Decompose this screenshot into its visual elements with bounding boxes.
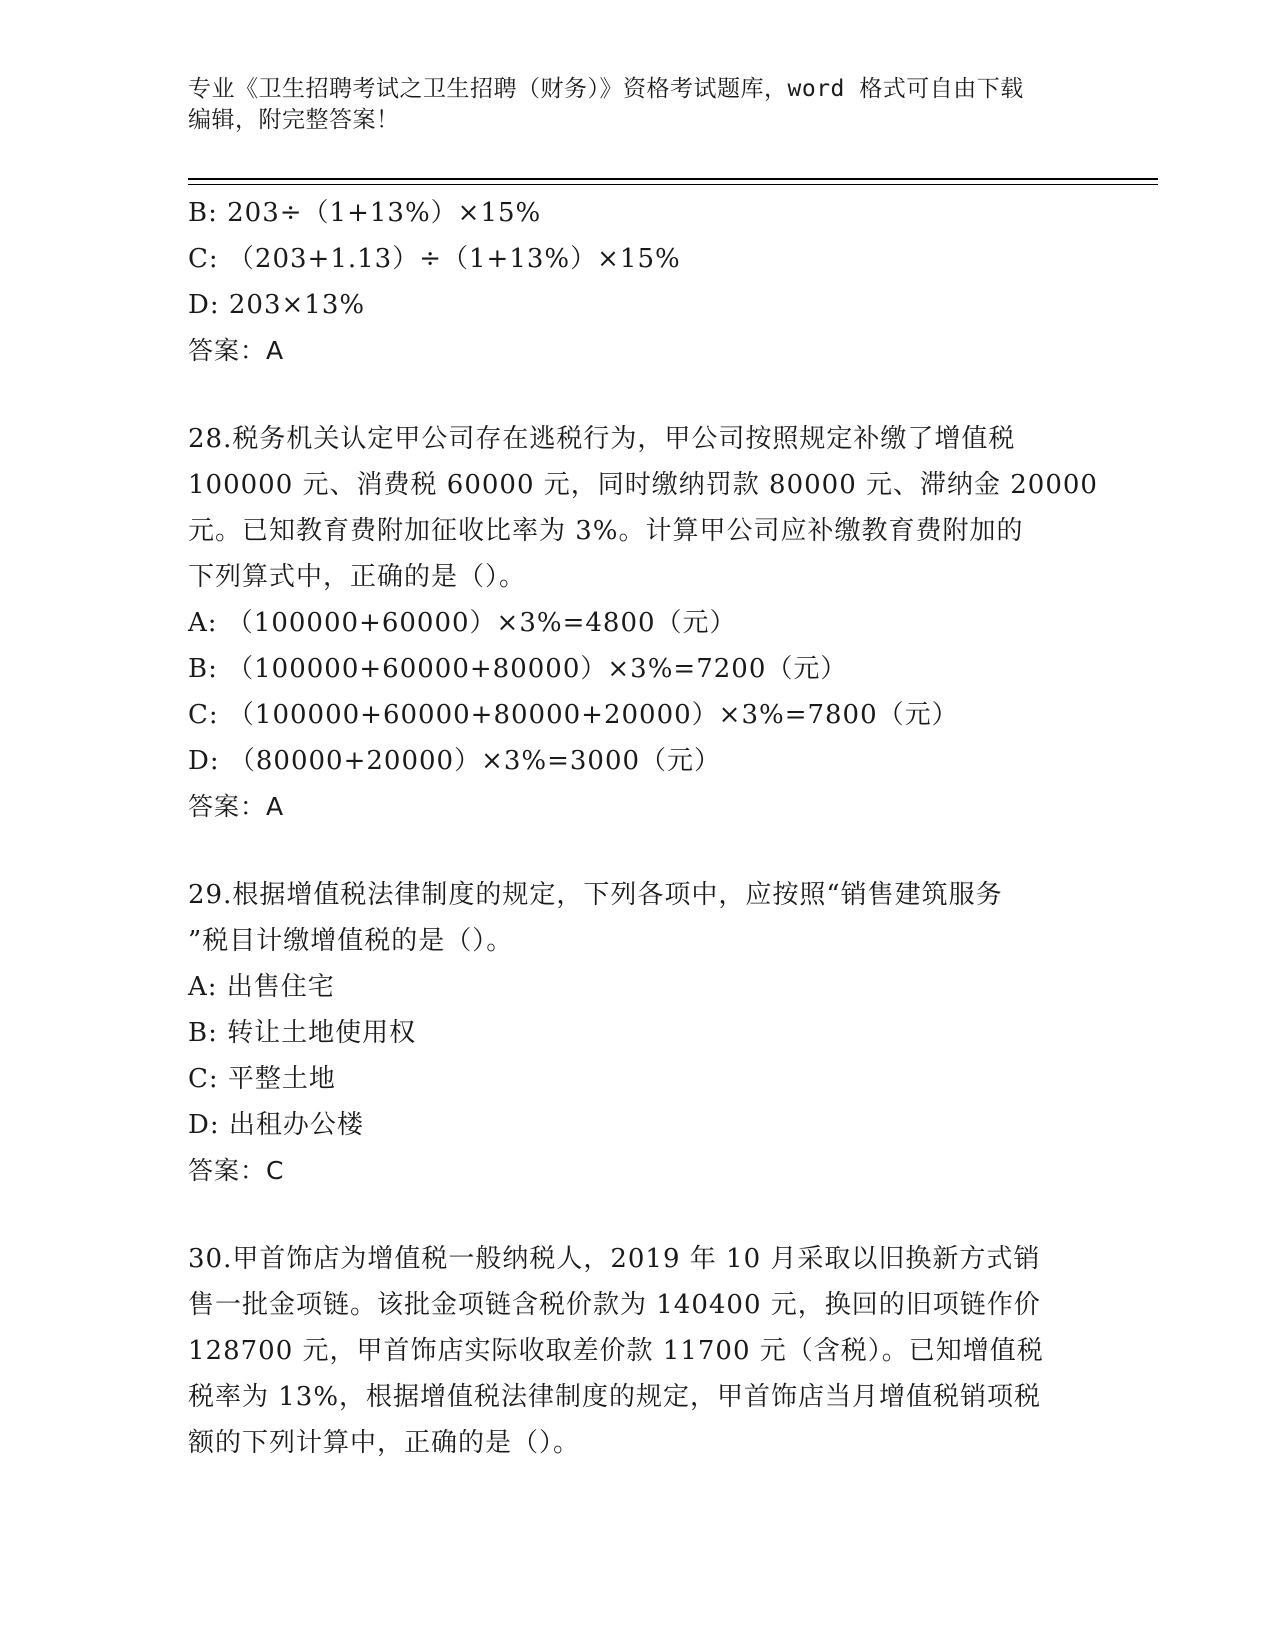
option-a: A: （100000+60000）×3%=4800（元） (188, 608, 737, 638)
question-content (188, 190, 1098, 1466)
option-c: C: 平整土地 (188, 1064, 336, 1094)
question-text-line: 100000 元、消费税 60000 元，同时缴纳罚款 80000 元、滞纳金 20000 (188, 470, 1098, 500)
question-text-line: 售一批金项链。该批金项链含税价款为 140400 元，换回的旧项链作价 (188, 1290, 1041, 1320)
question-text-line: 元。已知教育费附加征收比率为 3%。计算甲公司应补缴教育费附加的 (188, 516, 1024, 546)
option-d: D: （80000+20000）×3%=3000（元） (188, 746, 722, 776)
header-line-1: 专业《卫生招聘考试之卫生招聘（财务）》资格考试题库，word 格式可自由下载 (188, 76, 1024, 102)
question-text-line: 28.税务机关认定甲公司存在逃税行为，甲公司按照规定补缴了增值税 (188, 424, 1016, 454)
option-a: A: 出售住宅 (188, 972, 335, 1002)
header-line-2: 编辑，附完整答案！ (188, 107, 400, 133)
question-text-line: 128700 元，甲首饰店实际收取差价款 11700 元（含税）。已知增值税 (188, 1336, 1044, 1366)
question-text-line: 30.甲首饰店为增值税一般纳税人，2019 年 10 月采取以旧换新方式销 (188, 1244, 1041, 1274)
option-b: B: （100000+60000+80000）×3%=7200（元） (188, 654, 848, 684)
answer-label: 答案：A (188, 336, 285, 365)
answer-label: 答案：A (188, 792, 285, 821)
option-b: B: 转让土地使用权 (188, 1018, 417, 1048)
option-c: C: （100000+60000+80000+20000）×3%=7800（元） (188, 700, 959, 730)
option-d: D: 203×13% (188, 290, 366, 320)
option-b: B: 203÷（1+13%）×15% (188, 198, 542, 228)
spacer (188, 1194, 1088, 1236)
answer-label: 答案：C (188, 1156, 285, 1185)
question-29 (188, 872, 1088, 1194)
option-d: D: 出租办公楼 (188, 1110, 364, 1140)
document-header (188, 74, 1088, 136)
prev-question-block (188, 190, 1088, 374)
header-divider (188, 178, 1158, 180)
question-text-line: ”税目计缴增值税的是（）。 (188, 926, 514, 956)
header-divider-thin (188, 184, 1158, 185)
question-28 (188, 416, 1098, 830)
option-c: C: （203+1.13）÷（1+13%）×15% (188, 244, 681, 274)
question-text-line: 下列算式中，正确的是（）。 (188, 562, 527, 592)
spacer (188, 374, 1088, 416)
question-text-line: 额的下列计算中，正确的是（）。 (188, 1428, 581, 1458)
question-text-line: 29.根据增值税法律制度的规定，下列各项中，应按照“销售建筑服务 (188, 880, 1003, 910)
question-30 (188, 1236, 1088, 1466)
question-text-line: 税率为 13%，根据增值税法律制度的规定，甲首饰店当月增值税销项税 (188, 1382, 1042, 1412)
spacer (188, 830, 1088, 872)
